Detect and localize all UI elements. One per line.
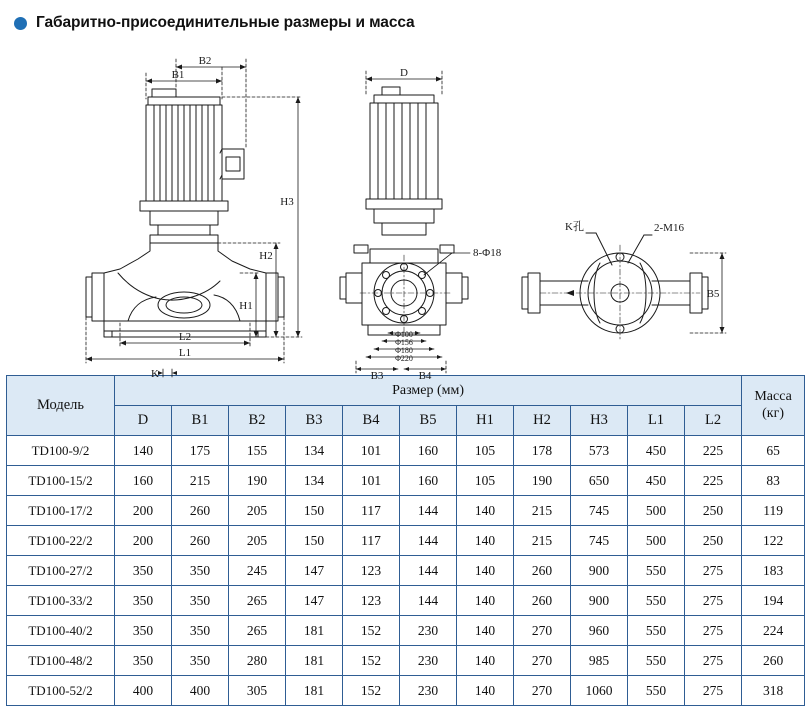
cell-b2: 245 xyxy=(229,556,286,586)
cell-d: 160 xyxy=(115,466,172,496)
view-front-dimensions xyxy=(356,71,470,373)
label-circle-100: Φ100 xyxy=(395,330,413,339)
view-front-motor xyxy=(366,87,442,235)
header-mass xyxy=(742,376,805,436)
bullet-dot-icon xyxy=(14,17,27,30)
cell-b5: 160 xyxy=(400,436,457,466)
cell-h1: 140 xyxy=(457,676,514,706)
cell-l2: 275 xyxy=(685,616,742,646)
cell-l1: 450 xyxy=(628,466,685,496)
view-plan xyxy=(522,233,708,341)
header-col-b2: B2 xyxy=(229,406,286,436)
cell-b1: 350 xyxy=(172,556,229,586)
cell-b1: 350 xyxy=(172,616,229,646)
drawing-labels xyxy=(151,55,720,382)
cell-h2: 270 xyxy=(514,646,571,676)
cell-l2: 250 xyxy=(685,496,742,526)
cell-l2: 275 xyxy=(685,676,742,706)
header-size-group: Размер (мм) xyxy=(115,376,742,406)
cell-h1: 140 xyxy=(457,526,514,556)
label-b3: B3 xyxy=(370,370,384,382)
cell-h3: 985 xyxy=(571,646,628,676)
cell-b4: 152 xyxy=(343,646,400,676)
cell-l2: 275 xyxy=(685,556,742,586)
dimensions-table xyxy=(6,375,805,706)
cell-l2: 275 xyxy=(685,586,742,616)
cell-b3: 134 xyxy=(286,466,343,496)
table-row xyxy=(7,496,805,526)
cell-h3: 900 xyxy=(571,556,628,586)
cell-h1: 105 xyxy=(457,466,514,496)
label-circle-156: Φ156 xyxy=(395,338,413,347)
cell-b4: 101 xyxy=(343,466,400,496)
header-col-l2: L2 xyxy=(685,406,742,436)
label-b4: B4 xyxy=(418,370,432,382)
cell-b3: 134 xyxy=(286,436,343,466)
cell-b1: 350 xyxy=(172,646,229,676)
cell-h1: 140 xyxy=(457,646,514,676)
cell-b1: 215 xyxy=(172,466,229,496)
cell-h2: 270 xyxy=(514,676,571,706)
label-b5: B5 xyxy=(706,288,720,300)
dimension-drawing xyxy=(0,37,753,382)
cell-mass: 65 xyxy=(742,436,805,466)
cell-mass: 194 xyxy=(742,586,805,616)
label-d: D xyxy=(400,67,408,79)
header-col-b1: B1 xyxy=(172,406,229,436)
label-l2: L2 xyxy=(178,331,192,343)
cell-h1: 140 xyxy=(457,496,514,526)
cell-mass: 318 xyxy=(742,676,805,706)
cell-d: 140 xyxy=(115,436,172,466)
cell-b5: 144 xyxy=(400,526,457,556)
view-side-motor xyxy=(140,89,244,243)
header-col-l1: L1 xyxy=(628,406,685,436)
cell-b3: 181 xyxy=(286,676,343,706)
cell-h3: 745 xyxy=(571,496,628,526)
cell-b1: 400 xyxy=(172,676,229,706)
cell-b2: 265 xyxy=(229,586,286,616)
cell-h2: 260 xyxy=(514,586,571,616)
cell-b3: 150 xyxy=(286,526,343,556)
cell-mass: 183 xyxy=(742,556,805,586)
cell-l1: 550 xyxy=(628,586,685,616)
cell-h2: 270 xyxy=(514,616,571,646)
table-head xyxy=(7,376,805,436)
table-row xyxy=(7,466,805,496)
table-row xyxy=(7,676,805,706)
cell-h2: 215 xyxy=(514,496,571,526)
header-col-b4: B4 xyxy=(343,406,400,436)
table-header-row-1 xyxy=(7,376,805,406)
label-holes: 8-Φ18 xyxy=(473,247,502,259)
cell-h1: 105 xyxy=(457,436,514,466)
cell-b3: 181 xyxy=(286,616,343,646)
cell-h3: 650 xyxy=(571,466,628,496)
table-body xyxy=(7,436,805,706)
cell-b5: 160 xyxy=(400,466,457,496)
cell-b4: 117 xyxy=(343,526,400,556)
cell-d: 350 xyxy=(115,646,172,676)
cell-model: TD100-17/2 xyxy=(7,496,115,526)
dimensions-table-wrapper xyxy=(0,375,792,706)
view-side-casing xyxy=(86,243,284,337)
cell-d: 200 xyxy=(115,526,172,556)
page-title xyxy=(0,0,753,37)
cell-b5: 144 xyxy=(400,556,457,586)
header-col-h3: H3 xyxy=(571,406,628,436)
label-b1: B1 xyxy=(171,69,185,81)
header-col-b3: B3 xyxy=(286,406,343,436)
cell-b3: 147 xyxy=(286,586,343,616)
header-col-b5: B5 xyxy=(400,406,457,436)
cell-h1: 140 xyxy=(457,556,514,586)
cell-l1: 500 xyxy=(628,496,685,526)
page-title-text: Габаритно-присоединительные размеры и масса xyxy=(36,14,415,31)
header-col-d: D xyxy=(115,406,172,436)
cell-b2: 280 xyxy=(229,646,286,676)
table-header-row-2 xyxy=(7,406,805,436)
label-h1: H1 xyxy=(239,300,253,312)
cell-b2: 205 xyxy=(229,526,286,556)
cell-h1: 140 xyxy=(457,586,514,616)
cell-h3: 745 xyxy=(571,526,628,556)
cell-h3: 900 xyxy=(571,586,628,616)
cell-h2: 215 xyxy=(514,526,571,556)
cell-h2: 178 xyxy=(514,436,571,466)
table-row xyxy=(7,616,805,646)
label-k: K xyxy=(151,368,159,380)
cell-model: TD100-15/2 xyxy=(7,466,115,496)
cell-b1: 260 xyxy=(172,496,229,526)
cell-l1: 550 xyxy=(628,616,685,646)
cell-b5: 144 xyxy=(400,586,457,616)
cell-b1: 350 xyxy=(172,586,229,616)
label-circle-220: Φ220 xyxy=(395,354,413,363)
table-row xyxy=(7,646,805,676)
cell-model: TD100-48/2 xyxy=(7,646,115,676)
cell-model: TD100-52/2 xyxy=(7,676,115,706)
cell-b5: 144 xyxy=(400,496,457,526)
cell-b2: 155 xyxy=(229,436,286,466)
header-col-h1: H1 xyxy=(457,406,514,436)
cell-h2: 260 xyxy=(514,556,571,586)
cell-h3: 960 xyxy=(571,616,628,646)
cell-h3: 573 xyxy=(571,436,628,466)
cell-h2: 190 xyxy=(514,466,571,496)
cell-b4: 123 xyxy=(343,556,400,586)
cell-l2: 225 xyxy=(685,436,742,466)
cell-b5: 230 xyxy=(400,646,457,676)
cell-b4: 123 xyxy=(343,586,400,616)
view-side-dimensions xyxy=(86,59,302,377)
label-circle-180: Φ180 xyxy=(395,346,413,355)
cell-h3: 1060 xyxy=(571,676,628,706)
cell-l1: 500 xyxy=(628,526,685,556)
view-front-casing xyxy=(340,245,468,335)
table-row xyxy=(7,556,805,586)
cell-b4: 152 xyxy=(343,676,400,706)
label-k-hole: K孔 xyxy=(565,221,584,233)
cell-l2: 225 xyxy=(685,466,742,496)
label-b2: B2 xyxy=(198,55,212,67)
header-model: Модель xyxy=(7,376,115,436)
cell-b3: 147 xyxy=(286,556,343,586)
cell-l2: 250 xyxy=(685,526,742,556)
cell-mass: 260 xyxy=(742,646,805,676)
table-row xyxy=(7,526,805,556)
cell-model: TD100-40/2 xyxy=(7,616,115,646)
label-h3: H3 xyxy=(280,196,294,208)
label-l1: L1 xyxy=(178,347,192,359)
cell-mass: 119 xyxy=(742,496,805,526)
table-row xyxy=(7,436,805,466)
cell-model: TD100-33/2 xyxy=(7,586,115,616)
cell-d: 350 xyxy=(115,586,172,616)
cell-mass: 122 xyxy=(742,526,805,556)
cell-d: 350 xyxy=(115,556,172,586)
cell-b2: 190 xyxy=(229,466,286,496)
header-mass-line2: (кг) xyxy=(762,405,785,421)
cell-b4: 152 xyxy=(343,616,400,646)
cell-model: TD100-27/2 xyxy=(7,556,115,586)
cell-b4: 101 xyxy=(343,436,400,466)
cell-model: TD100-9/2 xyxy=(7,436,115,466)
cell-l2: 275 xyxy=(685,646,742,676)
drawing-canvas xyxy=(0,37,753,382)
cell-b4: 117 xyxy=(343,496,400,526)
header-col-h2: H2 xyxy=(514,406,571,436)
label-h2: H2 xyxy=(259,250,273,262)
label-bolt-note: 2-M16 xyxy=(654,222,684,234)
cell-h1: 140 xyxy=(457,616,514,646)
cell-b5: 230 xyxy=(400,616,457,646)
cell-d: 400 xyxy=(115,676,172,706)
cell-model: TD100-22/2 xyxy=(7,526,115,556)
cell-b2: 205 xyxy=(229,496,286,526)
cell-b3: 181 xyxy=(286,646,343,676)
cell-b1: 175 xyxy=(172,436,229,466)
header-mass-line1: Масса xyxy=(754,389,792,405)
cell-mass: 224 xyxy=(742,616,805,646)
cell-b1: 260 xyxy=(172,526,229,556)
cell-b2: 305 xyxy=(229,676,286,706)
cell-mass: 83 xyxy=(742,466,805,496)
cell-b2: 265 xyxy=(229,616,286,646)
cell-l1: 550 xyxy=(628,556,685,586)
cell-b5: 230 xyxy=(400,676,457,706)
cell-l1: 450 xyxy=(628,436,685,466)
table-row xyxy=(7,586,805,616)
cell-l1: 550 xyxy=(628,676,685,706)
cell-l1: 550 xyxy=(628,646,685,676)
cell-b3: 150 xyxy=(286,496,343,526)
cell-d: 350 xyxy=(115,616,172,646)
cell-d: 200 xyxy=(115,496,172,526)
